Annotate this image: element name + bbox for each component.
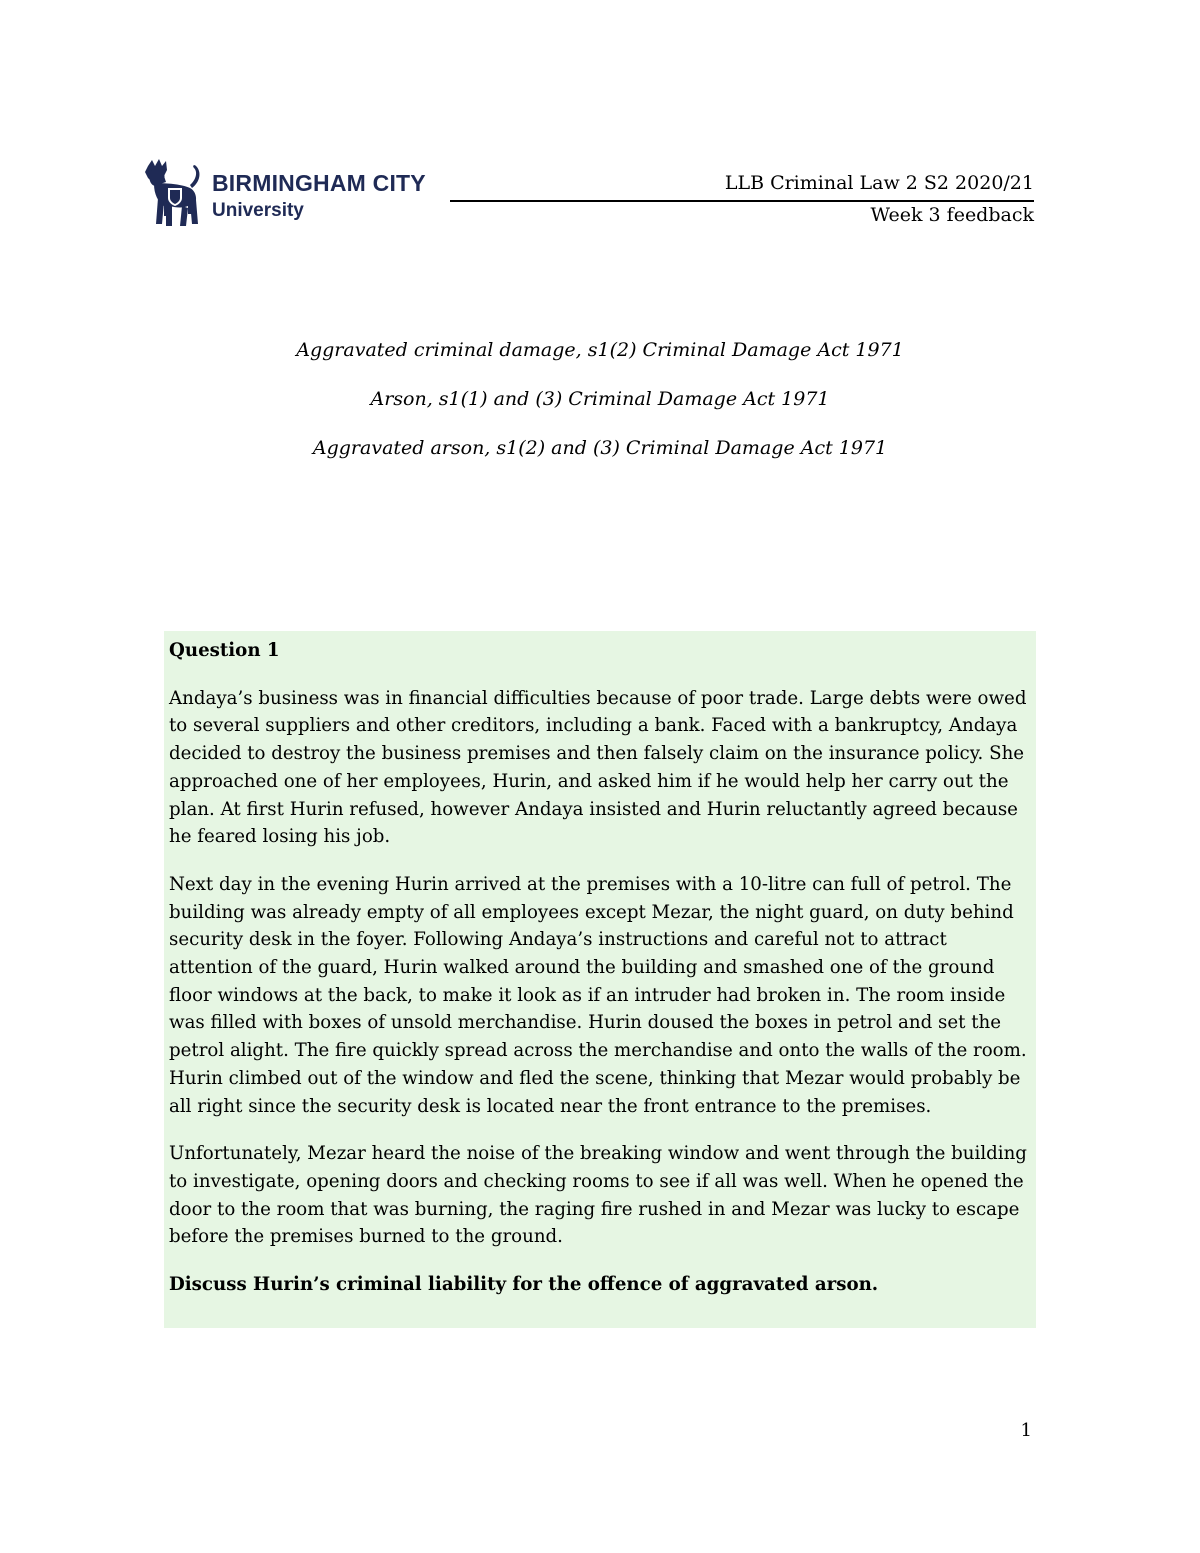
question-paragraph-1: Andaya’s business was in financial difficulties because of poor trade. Large debts were owed to several suppliers and other creditors, including a bank. Faced with a bankruptcy, Andaya decided to destroy the business premises and then falsely claim on the insurance policy. She approached one of her employees, Hurin, and asked him if he would help her carry out the plan. At first Hurin refused, however Andaya insisted and Hurin reluctantly agreed because he feared losing his job. (169, 687, 1027, 848)
question-box (164, 631, 1036, 1328)
course-title: LLB Criminal Law 2 S2 2020/21 (724, 172, 1034, 194)
question-task: Discuss Hurin’s criminal liability for the offence of aggravated arson. (169, 1274, 879, 1296)
week-label: Week 3 feedback (870, 204, 1034, 226)
question-paragraph-2: Next day in the evening Hurin arrived at the premises with a 10-litre can full of petrol. The building was already empty of all employees except Mezar, the night guard, on duty behind security desk in the foyer. Following Andaya’s instructions and careful not to attract attention of the guard, Hurin walked around the building and smashed one of the ground floor windows at the back, to make it look as if an intruder had broken in. The room inside was filled with boxes of unsold merchandise. Hurin doused the boxes in petrol and set the petrol alight. The fire quickly spread across the merchandise and onto the walls of the room. Hurin climbed out of the window and fled the scene, thinking that Mezar would probably be all right since the security desk is located near the front entrance to the premises. (169, 873, 1027, 1117)
title-aggravated-criminal-damage: Aggravated criminal damage, s1(2) Criminal Damage Act 1971 (296, 339, 904, 361)
question-paragraph-3: Unfortunately, Mezar heard the noise of the breaking window and went through the building to investigate, opening doors and checking rooms to see if all was well. When he opened the door to the room that was burning, the raging fire rushed in and Mezar was lucky to escape before the premises burned to the ground. (169, 1143, 1027, 1248)
header-divider (450, 200, 1034, 202)
logo-text-birmingham-city: BIRMINGHAM CITY (212, 170, 426, 196)
title-aggravated-arson: Aggravated arson, s1(2) and (3) Criminal Damage Act 1971 (312, 437, 888, 459)
university-logo (142, 158, 432, 230)
title-arson: Arson, s1(1) and (3) Criminal Damage Act 1971 (370, 388, 830, 410)
logo-text-university: University (212, 200, 304, 221)
lion-crest-icon (142, 158, 204, 230)
page-number: 1 (1020, 1420, 1032, 1441)
offence-titles (0, 338, 1200, 485)
question-heading: Question 1 (169, 640, 280, 661)
